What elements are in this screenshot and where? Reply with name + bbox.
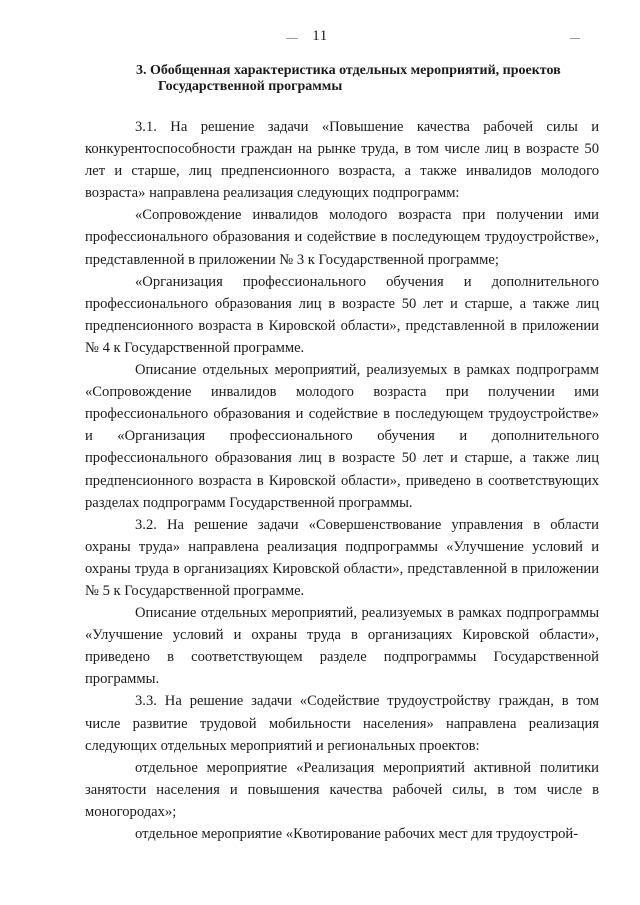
section-heading: 3. Обобщенная характеристика отдельных мероприятий, проектов Государственной программы [136, 63, 561, 94]
paragraph-description-1: Описание отдельных мероприятий, реализуемых в рамках подпрограмм «Сопровождение инвалидов молодого возраста при получении ими профессионального образования и содействие в последующем трудоустройстве» и «Организация профессионального обучения и дополнительного профессионального образования лиц в возрасте 50 лет и старше, а также лиц предпенсионного возраста в Кировской области», приведено в соответствующих разделах подпрограмм Государственной программы. [85, 362, 599, 511]
paragraph-3-3: 3.3. На решение задачи «Содействие трудоустройству граждан, в том числе развитие трудовой мобильности населения» направлена реализация следующих отдельных мероприятий и региональных проектов: [85, 693, 599, 754]
paragraph-3-2: 3.2. На решение задачи «Совершенствование управления в области охраны труда» направлена реализация подпрограммы «Улучшение условий и охраны труда в организациях Кировской области», представленной в приложении № 5 к Государственной программе. [85, 516, 599, 599]
page-number: 11 [312, 28, 328, 44]
paragraph-3-1: 3.1. На решение задачи «Повышение качества рабочей силы и конкурентоспособности граждан на рынке труда, в том числе лиц в возрасте 50 лет и старше, лиц предпенсионного возраста, а также инвалидов молодого возраста» направлена реализация следующих подпрограмм: [85, 119, 599, 202]
document-body [85, 116, 599, 845]
paragraph-description-2: Описание отдельных мероприятий, реализуемых в рамках подпрограммы «Улучшение условий и охраны труда в организациях Кировской области», приведено в соответствующем разделе подпрограммы Государственной программы. [85, 605, 599, 688]
paragraph-measure-1: отдельное мероприятие «Реализация мероприятий активной политики занятости населения и повышения качества рабочей силы, в том числе в моногородах»; [85, 759, 599, 820]
paragraph-subprogram-4: «Организация профессионального обучения и дополнительного профессионального образования лиц в возрасте 50 лет и старше, а также лиц предпенсионного возраста в Кировской области», представленной в приложении № 4 к Государственной программе. [85, 273, 599, 356]
paragraph-subprogram-3: «Сопровождение инвалидов молодого возраста при получении ими профессионального образования и содействие в последующем трудоустройстве», представленной в приложении № 3 к Государственной программе; [85, 207, 599, 268]
paragraph-measure-2: отдельное мероприятие «Квотирование рабочих мест для трудоустрой- [135, 826, 579, 842]
header-rule-right [570, 38, 580, 39]
